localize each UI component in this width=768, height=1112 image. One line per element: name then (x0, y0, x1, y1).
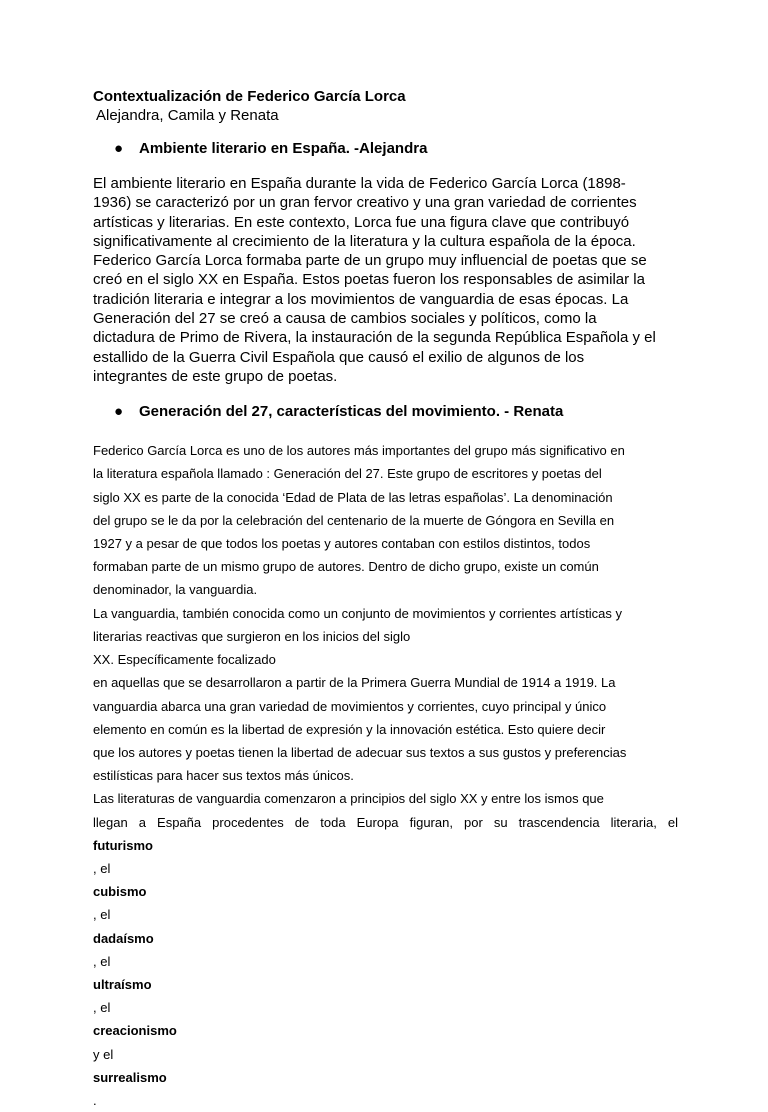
text-fragment: literarias reactivas que surgieron en los inicios del siglo (93, 628, 411, 644)
text-fragment: y el (93, 1046, 114, 1062)
section-heading-ambiente (93, 139, 678, 158)
text-line: Federico García Lorca formaba parte de un grupo muy influencial de poetas que se (93, 252, 647, 270)
term-dadaismo: dadaísmo (93, 930, 154, 946)
document-authors: Alejandra, Camila y Renata (96, 107, 279, 124)
bullet-icon: ● (114, 403, 124, 421)
text-line: estallido de la Guerra Civil Española que causó el exilio de algunos de los (93, 348, 585, 366)
text-line: integrantes de este grupo de poetas. (93, 367, 338, 385)
term-cubismo: cubismo (93, 884, 147, 900)
text-line: artísticas y literarias. En este contexto, Lorca fue una figura clave que contribuyó (93, 213, 630, 231)
text-line: significativamente al crecimiento de la literatura y la cultura española de la época. (93, 232, 636, 250)
term-ultraismo: ultraísmo (93, 976, 152, 992)
text-fragment: XX. Específicamente focalizado (93, 652, 276, 668)
text-line: elemento en común es la libertad de expresión y la innovación estética. Esto quiere decir (93, 721, 606, 737)
text-line: creó en el siglo XX en España. Estos poetas fueron los responsables de asimilar la (93, 271, 645, 289)
text-line-ismos (93, 834, 678, 1112)
paragraph-generacion (93, 439, 678, 1112)
text-line: 1927 y a pesar de que todos los poetas y autores contaban con estilos distintos, todos (93, 536, 591, 552)
text-line: Las literaturas de vanguardia comenzaron a principios del siglo XX y entre los ismos que (93, 791, 604, 807)
paragraph-ambiente (93, 174, 678, 386)
text-fragment: , el (93, 953, 111, 969)
text-line: El ambiente literario en España durante la vida de Federico García Lorca (1898- (93, 175, 626, 192)
text-line: tradición literaria e integrar a los movimientos de vanguardia de esas épocas. La (93, 290, 629, 308)
text-line: del grupo se le da por la celebración del centenario de la muerte de Góngora en Sevilla en (93, 512, 615, 528)
text-line: la literatura española llamado : Generación del 27. Este grupo de escritores y poetas del (93, 466, 602, 482)
text-line: denominador, la vanguardia. (93, 582, 258, 598)
text-line: siglo XX es parte de la conocida ‘Edad de Plata de las letras españolas’. La denominación (93, 489, 613, 505)
text-fragment: , el (93, 860, 111, 876)
text-fragment: . (93, 1092, 97, 1108)
text-line: La vanguardia, también conocida como un conjunto de movimientos y corrientes artísticas y (93, 605, 622, 621)
term-surrealismo: surrealismo (93, 1069, 167, 1085)
text-line: en aquellas que se desarrollaron a partir de la Primera Guerra Mundial de 1914 a 1919. La (93, 675, 616, 691)
text-fragment: , el (93, 1000, 111, 1016)
text-line: dictadura de Primo de Rivera, la instauración de la segunda República Española y el (93, 329, 656, 347)
text-line: llegan a España procedentes de toda Europa figuran, por su trascendencia literaria, el (93, 814, 678, 830)
text-line: formaban parte de un mismo grupo de autores. Dentro de dicho grupo, existe un común (93, 559, 599, 575)
section-heading-generacion (93, 402, 678, 421)
document-title: Contextualización de Federico García Lorca (93, 88, 406, 105)
text-line: 1936) se caracterizó por un gran fervor creativo y una gran variedad de corrientes (93, 194, 637, 212)
text-line: Generación del 27 se creó a causa de cambios sociales y políticos, como la (93, 310, 597, 328)
section-heading-text: Ambiente literario en España. -Alejandra (139, 140, 428, 157)
document-page (93, 87, 678, 1112)
bullet-icon: ● (114, 140, 124, 157)
text-line: estilísticas para hacer sus textos más únicos. (93, 768, 354, 784)
term-futurismo: futurismo (93, 837, 153, 853)
text-line (93, 625, 678, 671)
section-heading-text: Generación del 27, características del movimiento. - Renata (139, 403, 564, 421)
text-fragment: , el (93, 907, 111, 923)
term-creacionismo: creacionismo (93, 1023, 177, 1039)
text-line: Federico García Lorca es uno de los autores más importantes del grupo más significativo en (93, 443, 625, 459)
text-line: que los autores y poetas tienen la libertad de adecuar sus textos a sus gustos y preferencias (93, 744, 627, 760)
text-line: vanguardia abarca una gran variedad de movimientos y corrientes, cuyo principal y único (93, 698, 607, 714)
